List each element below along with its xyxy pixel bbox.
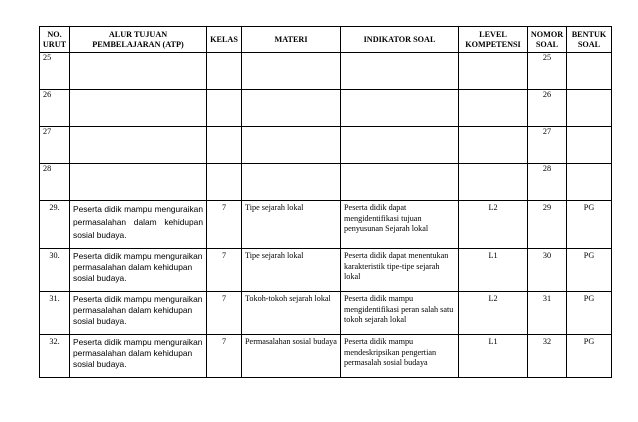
cell-atp: Peserta didik mampu menguraikan permasalahan dalam kehidupan sosial budaya. <box>70 249 207 292</box>
cell-no: 29. <box>40 201 70 249</box>
cell-kelas: 7 <box>207 335 242 378</box>
cell-kelas: 7 <box>207 249 242 292</box>
cell-kelas <box>207 127 242 164</box>
table-row <box>40 335 612 378</box>
cell-indikator: Peserta didik dapat menentukan karakteristik tipe-tipe sejarah lokal <box>341 249 459 292</box>
cell-bentuk <box>567 90 612 127</box>
cell-materi <box>242 53 341 90</box>
cell-level: L1 <box>459 335 528 378</box>
cell-indikator: Peserta didik dapat mengidentifikasi tujuan penyusunan Sejarah lokal <box>341 201 459 249</box>
table-row <box>40 164 612 201</box>
cell-kelas <box>207 53 242 90</box>
cell-level <box>459 164 528 201</box>
cell-level <box>459 53 528 90</box>
cell-no: 31. <box>40 292 70 335</box>
cell-indikator <box>341 127 459 164</box>
cell-materi <box>242 127 341 164</box>
cell-atp: Peserta didik mampu menguraikan permasalahan dalam kehidupan sosial budaya. <box>70 292 207 335</box>
cell-materi <box>242 90 341 127</box>
cell-materi <box>242 164 341 201</box>
table-row <box>40 249 612 292</box>
cell-materi: Permasalahan sosial budaya <box>242 335 341 378</box>
cell-no: 25 <box>40 53 70 90</box>
cell-atp: Peserta didik mampu menguraikan permasalahan dalam kehidupan sosial budaya. <box>70 201 207 249</box>
table-row <box>40 127 612 164</box>
kisi-kisi-table <box>39 26 612 378</box>
header-level: LEVEL KOMPETENSI <box>459 27 528 53</box>
header-bentuk-soal: BENTUK SOAL <box>567 27 612 53</box>
cell-kelas <box>207 90 242 127</box>
cell-indikator: Peserta didik mampu mendeskripsikan pengertian permasalah sosial budaya <box>341 335 459 378</box>
cell-nomor-soal: 32 <box>528 335 567 378</box>
cell-materi: Tipe sejarah lokal <box>242 249 341 292</box>
header-kelas: KELAS <box>207 27 242 53</box>
cell-kelas: 7 <box>207 292 242 335</box>
cell-no: 26 <box>40 90 70 127</box>
cell-nomor-soal: 29 <box>528 201 567 249</box>
header-materi: MATERI <box>242 27 341 53</box>
cell-level: L1 <box>459 249 528 292</box>
cell-indikator <box>341 164 459 201</box>
cell-nomor-soal: 30 <box>528 249 567 292</box>
cell-nomor-soal: 26 <box>528 90 567 127</box>
cell-bentuk: PG <box>567 249 612 292</box>
document-page <box>39 26 611 378</box>
cell-level: L2 <box>459 292 528 335</box>
cell-level <box>459 90 528 127</box>
header-atp: ALUR TUJUAN PEMBELAJARAN (ATP) <box>70 27 207 53</box>
cell-level: L2 <box>459 201 528 249</box>
table-row <box>40 292 612 335</box>
header-nomor-soal: NOMOR SOAL <box>528 27 567 53</box>
cell-nomor-soal: 28 <box>528 164 567 201</box>
cell-atp <box>70 164 207 201</box>
cell-atp: Peserta didik mampu menguraikan permasalahan dalam kehidupan sosial budaya. <box>70 335 207 378</box>
cell-kelas: 7 <box>207 201 242 249</box>
cell-no: 32. <box>40 335 70 378</box>
cell-nomor-soal: 31 <box>528 292 567 335</box>
cell-bentuk: PG <box>567 201 612 249</box>
cell-bentuk: PG <box>567 335 612 378</box>
cell-no: 27 <box>40 127 70 164</box>
cell-level <box>459 127 528 164</box>
cell-nomor-soal: 25 <box>528 53 567 90</box>
cell-bentuk <box>567 127 612 164</box>
cell-atp <box>70 53 207 90</box>
cell-nomor-soal: 27 <box>528 127 567 164</box>
table-row <box>40 201 612 249</box>
cell-bentuk: PG <box>567 292 612 335</box>
cell-kelas <box>207 164 242 201</box>
cell-materi: Tipe sejarah lokal <box>242 201 341 249</box>
header-indikator: INDIKATOR SOAL <box>341 27 459 53</box>
cell-indikator <box>341 90 459 127</box>
table-row <box>40 90 612 127</box>
cell-indikator: Peserta didik mampu mengidentifikasi peran salah satu tokoh sejarah lokal <box>341 292 459 335</box>
cell-atp <box>70 90 207 127</box>
header-no-urut: NO. URUT <box>40 27 70 53</box>
table-row <box>40 53 612 90</box>
cell-indikator <box>341 53 459 90</box>
cell-bentuk <box>567 53 612 90</box>
header-row <box>40 27 612 53</box>
cell-no: 28 <box>40 164 70 201</box>
cell-materi: Tokoh-tokoh sejarah lokal <box>242 292 341 335</box>
cell-bentuk <box>567 164 612 201</box>
cell-atp <box>70 127 207 164</box>
cell-no: 30. <box>40 249 70 292</box>
